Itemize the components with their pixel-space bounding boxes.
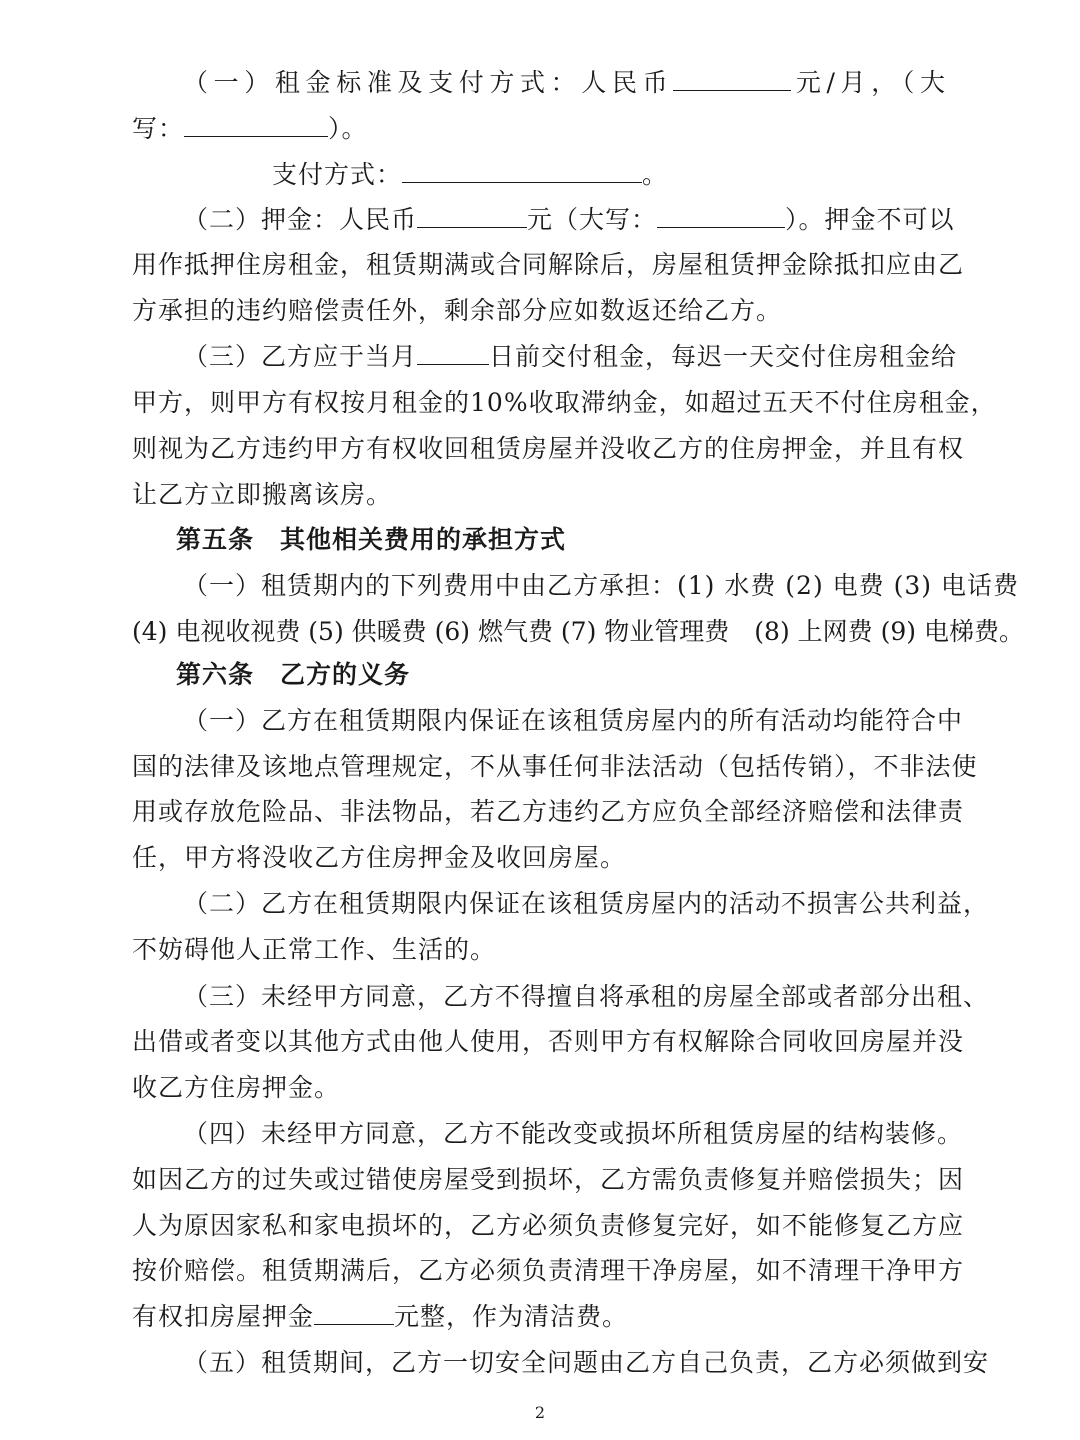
payment-method-line: 支付方式： 。 xyxy=(272,160,669,189)
rent-due-day-blank xyxy=(417,340,489,365)
deposit-clause-line-3: 方承担的违约赔偿责任外，剩余部分应如数返还给乙方。 xyxy=(132,296,783,325)
rent-due-clause-line-3: 则视为乙方违约甲方有权收回租赁房屋并没收乙方的住房押金，并且有权 xyxy=(132,434,965,463)
obligation-2-line-2: 不妨碍他人正常工作、生活的。 xyxy=(132,935,497,964)
article-6-heading: 第六条 乙方的义务 xyxy=(176,660,411,689)
obligation-1-line-3: 用或存放危险品、非法物品，若乙方违约乙方应负全部经济赔偿和法律责 xyxy=(132,797,965,826)
rent-amount-words-blank xyxy=(184,112,328,137)
obligation-5-line-1: （五）租赁期间，乙方一切安全问题由乙方自己负责，乙方必须做到安 xyxy=(183,1348,990,1377)
article-5-heading: 第五条 其他相关费用的承担方式 xyxy=(176,525,567,554)
rent-clause-line-2: 写： ）。 xyxy=(132,114,368,143)
rent-amount-blank xyxy=(673,66,791,91)
fees-clause-line-2: (4) 电视收视费 (5) 供暖费 (6) 燃气费 (7) 物业管理费 (8) 上网费 (9) 电梯费。 xyxy=(132,617,1024,646)
rent-clause-line-1: （一）租金标准及支付方式：人民币 元/月，（大 xyxy=(183,68,946,97)
fees-clause-line-1: （一）租赁期内的下列费用中由乙方承担：(1) 水费 (2) 电费 (3) 电话费 xyxy=(183,571,1019,600)
obligation-3-line-1: （三）未经甲方同意，乙方不得擅自将承租的房屋全部或者部分出租、 xyxy=(183,982,990,1011)
obligation-4-line-5: 有权扣房屋押金 元整，作为清洁费。 xyxy=(132,1302,629,1331)
deposit-clause-line-1: （二）押金：人民币 元（大写： ）。押金不可以 xyxy=(183,205,955,234)
obligation-1-line-2: 国的法律及该地点管理规定，不从事任何非法活动（包括传销），不非法使 xyxy=(132,752,978,781)
payment-method-blank xyxy=(402,158,642,183)
rent-due-clause-line-1: （三）乙方应于当月 日前交付租金，每迟一天交付住房租金给 xyxy=(183,342,958,371)
obligation-4-line-3: 人为原因家私和家电损坏的，乙方必须负责修复完好，如不能修复乙方应 xyxy=(132,1211,965,1240)
obligation-2-line-1: （二）乙方在租赁期限内保证在该租赁房屋内的活动不损害公共利益， xyxy=(183,889,990,918)
page-number: 2 xyxy=(534,1403,546,1422)
obligation-3-line-3: 收乙方住房押金。 xyxy=(132,1073,341,1102)
deposit-clause-line-2: 用作抵押住房租金，租赁期满或合同解除后，房屋租赁押金除抵扣应由乙 xyxy=(132,250,965,279)
obligation-1-line-4: 任，甲方将没收乙方住房押金及收回房屋。 xyxy=(132,843,627,872)
obligation-4-line-1: （四）未经甲方同意，乙方不能改变或损坏所租赁房屋的结构装修。 xyxy=(183,1119,964,1148)
deposit-amount-blank xyxy=(417,203,527,228)
obligation-3-line-2: 出借或者变以其他方式由他人使用，否则甲方有权解除合同收回房屋并没 xyxy=(132,1027,965,1056)
obligation-1-line-1: （一）乙方在租赁期限内保证在该租赁房屋内的所有活动均能符合中 xyxy=(183,706,964,735)
rent-due-clause-line-4: 让乙方立即搬离该房。 xyxy=(132,480,393,509)
rent-due-clause-line-2: 甲方，则甲方有权按月租金的10%收取滞纳金，如超过五天不付住房租金， xyxy=(132,388,997,417)
obligation-4-line-2: 如因乙方的过失或过错使房屋受到损坏，乙方需负责修复并赔偿损失；因 xyxy=(132,1165,965,1194)
obligation-4-line-4: 按价赔偿。租赁期满后，乙方必须负责清理干净房屋，如不清理干净甲方 xyxy=(132,1256,965,1285)
cleaning-fee-blank xyxy=(314,1300,394,1325)
deposit-amount-words-blank xyxy=(657,203,785,228)
